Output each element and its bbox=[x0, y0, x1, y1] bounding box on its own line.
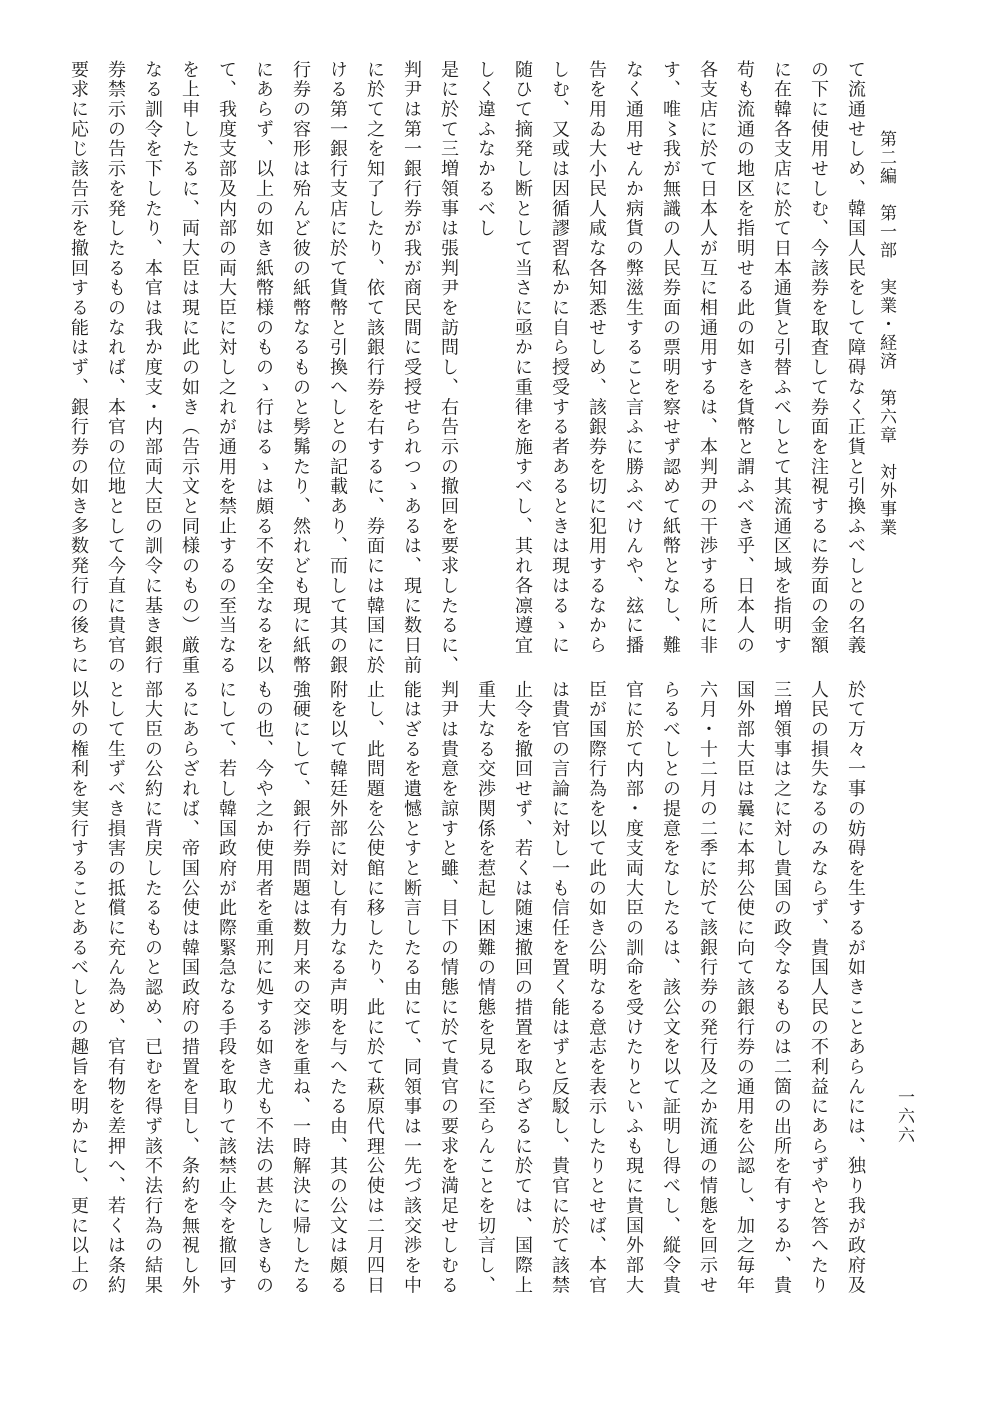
text-line: 能はざるを遺憾とすと断言したる由にて、同領事は一先づ該交渉を中 bbox=[401, 680, 422, 1296]
text-line: 判尹は第一銀行券が我が商民間に受授せられつゝあるは、現に数日前 bbox=[401, 60, 422, 676]
text-line: 国外部大臣は曩に本邦公使に向て該銀行券の通用を公認し、加之毎年 bbox=[734, 680, 755, 1296]
text-line: 臣が国際行為を以て此の如き公明なる意志を表示したりとせば、本官 bbox=[586, 680, 607, 1296]
text-line: 部大臣の公約に背戻したるものと認め、已むを得ず該不法行為の結果 bbox=[142, 680, 163, 1296]
text-line: として生ずべき損害の抵償に充ん為め、官有物を差押へ、若くは条約 bbox=[105, 680, 126, 1296]
text-line: 各支店に於て日本人が互に相通用するは、本判尹の干渉する所に非 bbox=[697, 60, 718, 656]
text-line: 止令を撤回せず、若くは随速撤回の措置を取らざるに於ては、国際上 bbox=[512, 680, 533, 1296]
text-line: るにあらざれば、帝国公使は韓国政府の措置を目し、条約を無視し外 bbox=[179, 680, 200, 1296]
text-line: て、我度支部及内部の両大臣に対し之れが通用を禁止するの至当なる bbox=[216, 60, 237, 676]
text-line: しく違ふなかるべし bbox=[475, 60, 496, 239]
text-line: なる訓令を下したり、本官は我か度支・内部両大臣の訓令に基き銀行 bbox=[142, 60, 163, 676]
text-line: 強硬にして、銀行券問題は数月来の交渉を重ね、一時解決に帰したる bbox=[290, 680, 311, 1296]
text-line: 要求に応じ該告示を撤回する能はず、銀行券の如き多数発行の後ちに bbox=[68, 60, 89, 676]
text-line: す、唯〻我が無識の人民券面の票明を察せず認めて紙幣となし、難 bbox=[660, 60, 681, 656]
text-line: 重大なる交渉関係を惹起し困難の情態を見るに至らんことを切言し、 bbox=[475, 680, 496, 1296]
text-line: 官に於て内部・度支両大臣の訓命を受けたりといふも現に貴国外部大 bbox=[623, 680, 644, 1296]
text-block-top bbox=[60, 60, 874, 676]
text-line: 於て万々一事の妨碍を生するが如きことあらんには、独り我が政府及 bbox=[845, 680, 866, 1296]
text-line: もの也、今や之か使用者を重刑に処する如き尤も不法の甚たしきもの bbox=[253, 680, 274, 1296]
text-line: 判尹は貴意を諒すと雖、目下の情態に於て貴官の要求を満足せしむる bbox=[438, 680, 459, 1296]
text-line: 以外の権利を実行することあるべしとの趣旨を明かにし、更に以上の bbox=[68, 680, 89, 1296]
text-block-bottom bbox=[60, 680, 874, 1300]
text-line: にして、若し韓国政府が此際緊急なる手段を取りて該禁止令を撤回す bbox=[216, 680, 237, 1296]
text-line: を上申したるに、両大臣は現に此の如き（告示文と同様のもの）厳重 bbox=[179, 60, 200, 676]
text-line: 止し、此問題を公使館に移したり、此に於て萩原代理公使は二月四日 bbox=[364, 680, 385, 1296]
text-line: に於て之を知了したり、依て該銀行券を右するに、券面には韓国に於 bbox=[364, 60, 385, 676]
text-line: は貴官の言論に対し一も信任を置く能はずと反駁し、貴官に於て該禁 bbox=[549, 680, 570, 1296]
text-line: に在韓各支店に於て日本通貨と引替ふべしとて其流通区域を指明す bbox=[771, 60, 792, 656]
text-line: の下に使用せしむ、今該券を取査して券面を注視するに券面の金額 bbox=[808, 60, 829, 656]
text-line: 六月・十二月の二季に於て該銀行券の発行及之か流通の情態を回示せ bbox=[697, 680, 718, 1296]
text-line: ける第一銀行支店に於て貨幣と引換へしとの記載あり、而して其の銀 bbox=[327, 60, 348, 676]
text-line: 随ひて摘発し断として当さに亟かに重律を施すべし、其れ各凛遵宜 bbox=[512, 60, 533, 656]
text-line: にあらず、以上の如き紙幣様のものゝ行はるゝは頗る不安全なるを以 bbox=[253, 60, 274, 676]
text-line: なく通用せんか病貨の弊滋生すること言ふに勝ふべけんや、玆に播 bbox=[623, 60, 644, 656]
text-line: しむ、又或は因循謬習私かに自ら授受する者あるときは現はるゝに bbox=[549, 60, 570, 656]
running-header: 第二編 第一部 実業・経済 第六章 対外事業 bbox=[876, 130, 896, 537]
page-number: 一六六 bbox=[894, 1088, 914, 1145]
text-line: 券禁示の告示を発したるものなれば、本官の位地として今直に貴官の bbox=[105, 60, 126, 676]
text-line: 三増領事は之に対し貴国の政令なるものは二箇の出所を有するか、貴 bbox=[771, 680, 792, 1296]
text-line: 人民の損失なるのみならず、貴国人民の不利益にあらずやと答へたり bbox=[808, 680, 829, 1296]
text-line: 附を以て韓廷外部に対し有力なる声明を与へたる由、其の公文は頗る bbox=[327, 680, 348, 1296]
text-line: らるべしとの提意をなしたるは、該公文を以て証明し得べし、縦令貴 bbox=[660, 680, 681, 1296]
text-line: て流通せしめ、韓国人民をして障碍なく正貨と引換ふべしとの名義 bbox=[845, 60, 866, 656]
text-line: 行券の容形は殆んど彼の紙幣なるものと髣髴たり、然れども現に紙幣 bbox=[290, 60, 311, 676]
text-line: 苟も流通の地区を指明せる此の如きを貨幣と謂ふべき乎、日本人の bbox=[734, 60, 755, 656]
text-line: 是に於て三増領事は張判尹を訪問し、右告示の撤回を要求したるに、 bbox=[438, 60, 459, 676]
text-line: 告を用ゐ大小民人咸な各知悉せしめ、該銀券を切に犯用するなから bbox=[586, 60, 607, 656]
